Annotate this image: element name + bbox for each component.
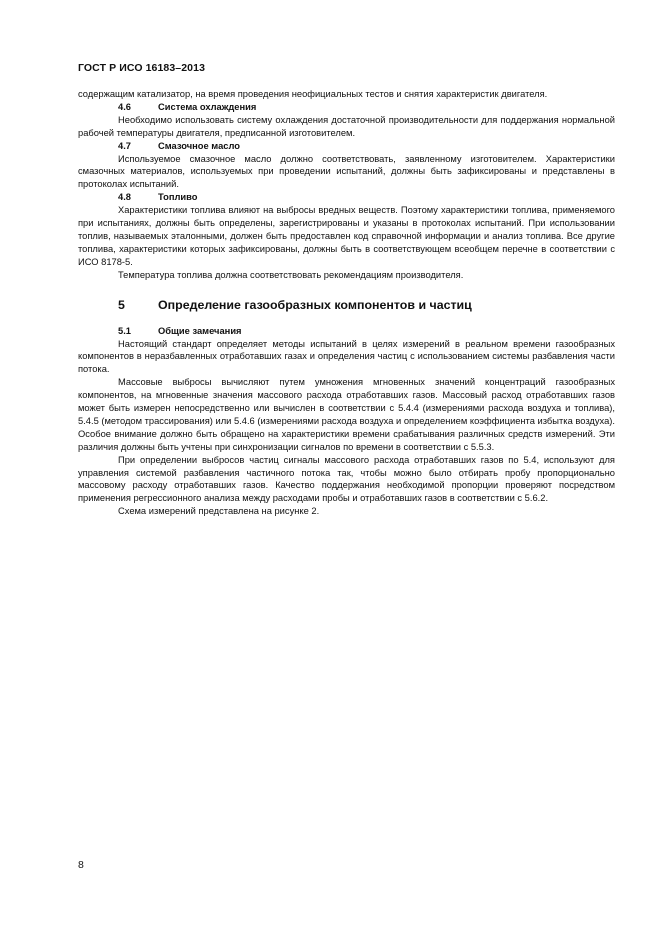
paragraph: Температура топлива должна соответствовать рекомендациям производителя. [118,269,464,280]
section-title: Определение газообразных компонентов и частиц [158,297,472,312]
document-body [78,88,615,518]
subsection-title: Общие замечания [158,325,242,336]
subsection-title: Система охлаждения [158,101,257,112]
subsection-number: 5.1 [118,325,131,336]
subsection-number: 4.6 [118,101,131,112]
section-heading-5 [78,297,615,313]
subsection-number: 4.8 [118,192,131,203]
paragraph: Необходимо использовать систему охлаждения достаточной производительности для поддержания нормальной рабочей температуры двигателя, предписанной изготовителем. [78,114,615,138]
subsection-heading-5-1 [78,325,615,338]
document-header: ГОСТ Р ИСО 16183–2013 [78,62,206,74]
paragraph: содержащим катализатор, на время проведения неофициальных тестов и снятия характеристик двигателя. [78,89,548,99]
paragraph: Характеристики топлива влияют на выбросы вредных веществ. Поэтому характеристики топлива, применяемого при испытаниях, должны быть определены, зарегистрированы и указаны в протоколах испытаний. При использовании топлив, называемых эталонными, должен быть предоставлен код справочной информации и анализ топлива. Все другие топлива, характеристики которых зафиксированы, должны быть в соответствующем всеобщем перечне в соответствии с ИСО 8178-5. [78,205,615,267]
subsection-title: Смазочное масло [158,140,241,151]
paragraph: Настоящий стандарт определяет методы испытаний в целях измерений в реальном времени газообразных компонентов в неразбавленных отработавших газах и определения частиц с использованием системы разбавления части потока. [78,338,615,375]
subsection-title: Топливо [158,192,198,203]
subsection-number: 4.7 [118,140,131,151]
paragraph: Используемое смазочное масло должно соответствовать, заявленному изготовителем. Характеристики смазочных материалов, используемых при проведении испытаний, должны быть зафиксированы и представлены в протоколах испытаний. [78,153,615,190]
paragraph: Массовые выбросы вычисляют путем умножения мгновенных значений концентраций газообразных компонентов, на мгновенные значения массового расхода отработавших газов. Массовый расход отработавших газов может быть измерен непосредственно или вычислен в соответствии с 5.4.4 (измерениями расхода воздуха и топлива), 5.4.5 (методом трассирования) или 5.4.6 (измерениями расхода воздуха и определением коэффициента избытка воздуха). Особое внимание должно быть обращено на характеристики времени срабатывания различных средств измерений. Эти различия должны быть учтены при синхронизации сигналов по времени в соответствии с 5.5.3. [78,377,615,452]
paragraph: Схема измерений представлена на рисунке 2. [118,506,320,517]
subsection-heading-4-8 [78,191,615,204]
section-number: 5 [118,297,125,312]
subsection-heading-4-7 [78,140,615,153]
page-number: 8 [78,859,84,871]
paragraph: При определении выбросов частиц сигналы массового расхода отработавших газов по 5.4, используют для управления системой разбавления частичного потока так, чтобы можно было отбирать пробу пропорционально массовому расходу отработавших газов. Качество поддержания необходимой пропорции проверяют посредством применения регрессионного анализа между расходами пробы и отработавших газов в соответствии с 5.6.2. [78,454,615,504]
subsection-heading-4-6 [78,101,615,114]
